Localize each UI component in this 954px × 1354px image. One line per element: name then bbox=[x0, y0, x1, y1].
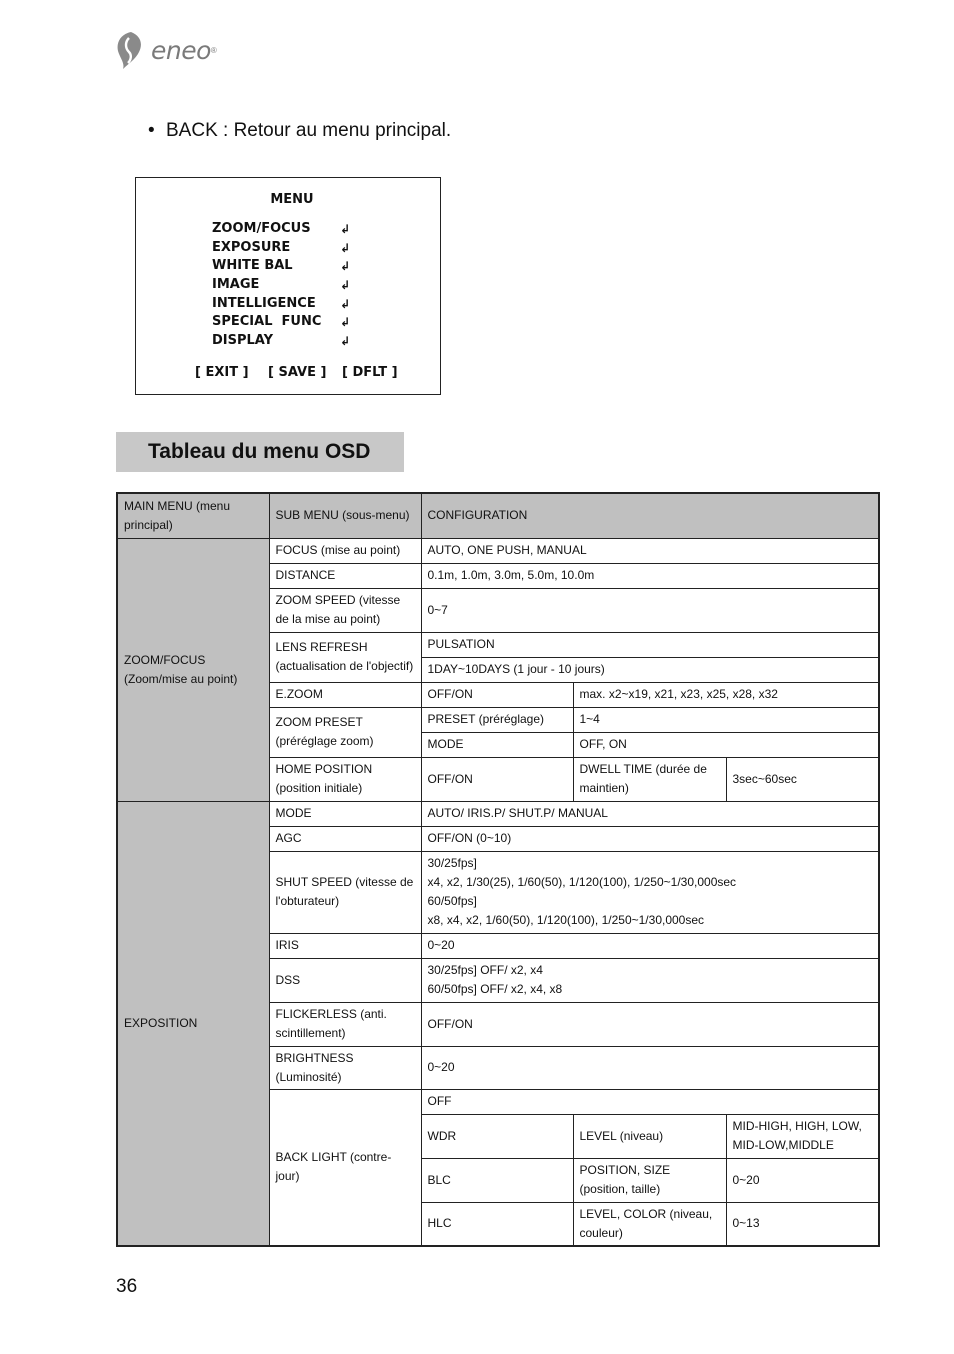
bullet-text: BACK : Retour au menu principal. bbox=[166, 120, 452, 141]
registered-mark: ® bbox=[210, 45, 217, 55]
osd-menu-item-label: INTELLIGENCE bbox=[212, 295, 316, 311]
osd-menu-item-display bbox=[212, 332, 352, 351]
osd-menu-item-special-func bbox=[212, 313, 352, 332]
table-header-row bbox=[117, 493, 879, 538]
osd-menu-title: MENU bbox=[270, 192, 314, 207]
sub-brightness: BRIGHTNESS (Luminosité) bbox=[269, 1046, 421, 1089]
config-dwell-time-label: DWELL TIME (durée de maintien) bbox=[573, 757, 726, 801]
osd-menu-item-zoom-focus bbox=[212, 220, 352, 239]
sub-focus: FOCUS (mise au point) bbox=[269, 538, 421, 563]
config-shut-speed bbox=[421, 851, 879, 933]
header-sub-menu: SUB MENU (sous-menu) bbox=[269, 493, 421, 538]
osd-menu-item-white-bal bbox=[212, 257, 352, 276]
return-arrow-icon: ↲ bbox=[340, 222, 351, 236]
config-blc: BLC bbox=[421, 1158, 573, 1202]
config-wdr-level-values: MID-HIGH, HIGH, LOW, MID-LOW,MIDDLE bbox=[726, 1114, 879, 1158]
config-mode: AUTO/ IRIS.P/ SHUT.P/ MANUAL bbox=[421, 801, 879, 826]
osd-dflt-label: [ DFLT ] bbox=[342, 365, 398, 380]
page-number: 36 bbox=[116, 1276, 138, 1297]
config-preset-mode-values: OFF, ON bbox=[573, 732, 879, 757]
config-zoom-speed: 0~7 bbox=[421, 588, 879, 632]
sub-iris: IRIS bbox=[269, 933, 421, 958]
return-arrow-icon: ↲ bbox=[340, 315, 351, 330]
osd-menu-item-label: WHITE BAL bbox=[212, 258, 293, 274]
config-distance: 0.1m, 1.0m, 3.0m, 5.0m, 10.0m bbox=[421, 563, 879, 588]
table-row bbox=[117, 538, 879, 563]
bullet-marker: • bbox=[148, 120, 155, 141]
eneo-logo-icon bbox=[113, 30, 149, 70]
config-iris: 0~20 bbox=[421, 933, 879, 958]
config-agc: OFF/ON (0~10) bbox=[421, 826, 879, 851]
sub-shut-speed: SHUT SPEED (vitesse de l'obturateur) bbox=[269, 851, 421, 933]
header-configuration: CONFIGURATION bbox=[421, 493, 879, 538]
sub-back-light: BACK LIGHT (contre-jour) bbox=[269, 1089, 421, 1246]
osd-exit-label: [ EXIT ] bbox=[195, 365, 249, 380]
return-arrow-icon: ↲ bbox=[340, 296, 351, 311]
osd-menu-item-label: IMAGE bbox=[212, 277, 260, 293]
osd-save-label: [ SAVE ] bbox=[268, 365, 327, 380]
config-dwell-time-range: 3sec~60sec bbox=[726, 757, 879, 801]
config-blc-position-label: POSITION, SIZE (position, taille) bbox=[573, 1158, 726, 1202]
osd-menu-item-image bbox=[212, 276, 352, 295]
config-flickerless: OFF/ON bbox=[421, 1002, 879, 1046]
table-row bbox=[117, 801, 879, 826]
config-ezoom-range: max. x2~x19, x21, x23, x25, x28, x32 bbox=[573, 682, 879, 707]
main-exposition: EXPOSITION bbox=[117, 801, 269, 1246]
osd-menu-item-label: SPECIAL FUNC bbox=[212, 314, 322, 330]
config-preset-label: PRESET (préréglage) bbox=[421, 707, 573, 732]
config-preset-mode-label: MODE bbox=[421, 732, 573, 757]
header-main-menu: MAIN MENU (menu principal) bbox=[117, 493, 269, 538]
sub-flickerless: FLICKERLESS (anti. scintillement) bbox=[269, 1002, 421, 1046]
osd-menu-item-label: EXPOSURE bbox=[212, 239, 291, 255]
section-title: Tableau du menu OSD bbox=[116, 432, 404, 472]
osd-menu-table bbox=[116, 492, 880, 1247]
config-backlight-off: OFF bbox=[421, 1089, 879, 1114]
osd-menu-list bbox=[212, 220, 352, 351]
config-preset-range: 1~4 bbox=[573, 707, 879, 732]
config-hlc-range: 0~13 bbox=[726, 1202, 879, 1246]
config-focus: AUTO, ONE PUSH, MANUAL bbox=[421, 538, 879, 563]
back-bullet bbox=[148, 120, 451, 142]
osd-menu-item-label: ZOOM/FOCUS bbox=[212, 221, 311, 236]
config-wdr: WDR bbox=[421, 1114, 573, 1158]
config-brightness: 0~20 bbox=[421, 1046, 879, 1089]
osd-menu-item-label: DISPLAY bbox=[212, 333, 274, 349]
return-arrow-icon: ↲ bbox=[340, 334, 351, 349]
shut-speed-line: x8, x4, x2, 1/60(50), 1/120(100), 1/250~1/30,000sec bbox=[427, 913, 705, 927]
sub-agc: AGC bbox=[269, 826, 421, 851]
config-hlc-level-label: LEVEL, COLOR (niveau, couleur) bbox=[573, 1202, 726, 1246]
config-dss bbox=[421, 958, 879, 1002]
config-home-onoff: OFF/ON bbox=[421, 757, 573, 801]
dss-line: 30/25fps] OFF/ x2, x4 bbox=[427, 963, 543, 977]
sub-ezoom: E.ZOOM bbox=[269, 682, 421, 707]
sub-mode: MODE bbox=[269, 801, 421, 826]
main-zoom-focus: ZOOM/FOCUS (Zoom/mise au point) bbox=[117, 538, 269, 801]
config-ezoom-onoff: OFF/ON bbox=[421, 682, 573, 707]
return-arrow-icon: ↲ bbox=[340, 240, 351, 255]
config-lens-refresh-mode: PULSATION bbox=[421, 632, 879, 657]
config-wdr-level-label: LEVEL (niveau) bbox=[573, 1114, 726, 1158]
sub-home-position: HOME POSITION (position initiale) bbox=[269, 757, 421, 801]
sub-zoom-preset: ZOOM PRESET (préréglage zoom) bbox=[269, 707, 421, 757]
osd-menu-item-exposure bbox=[212, 239, 352, 258]
config-blc-range: 0~20 bbox=[726, 1158, 879, 1202]
config-lens-refresh-interval: 1DAY~10DAYS (1 jour - 10 jours) bbox=[421, 657, 879, 682]
sub-distance: DISTANCE bbox=[269, 563, 421, 588]
osd-menu-item-intelligence bbox=[212, 295, 352, 314]
sub-zoom-speed: ZOOM SPEED (vitesse de la mise au point) bbox=[269, 588, 421, 632]
sub-dss: DSS bbox=[269, 958, 421, 1002]
shut-speed-line: x4, x2, 1/30(25), 1/60(50), 1/120(100), 1/250~1/30,000sec bbox=[427, 875, 737, 889]
return-arrow-icon: ↲ bbox=[340, 259, 351, 274]
eneo-logo bbox=[113, 30, 217, 70]
shut-speed-line: 60/50fps] bbox=[427, 894, 477, 908]
shut-speed-line: 30/25fps] bbox=[427, 856, 477, 870]
config-hlc: HLC bbox=[421, 1202, 573, 1246]
return-arrow-icon: ↲ bbox=[340, 278, 351, 293]
eneo-brand-text: eneo bbox=[151, 35, 211, 65]
dss-line: 60/50fps] OFF/ x2, x4, x8 bbox=[427, 982, 563, 996]
sub-lens-refresh: LENS REFRESH (actualisation de l'objectif) bbox=[269, 632, 421, 682]
osd-menu-illustration bbox=[135, 177, 441, 395]
